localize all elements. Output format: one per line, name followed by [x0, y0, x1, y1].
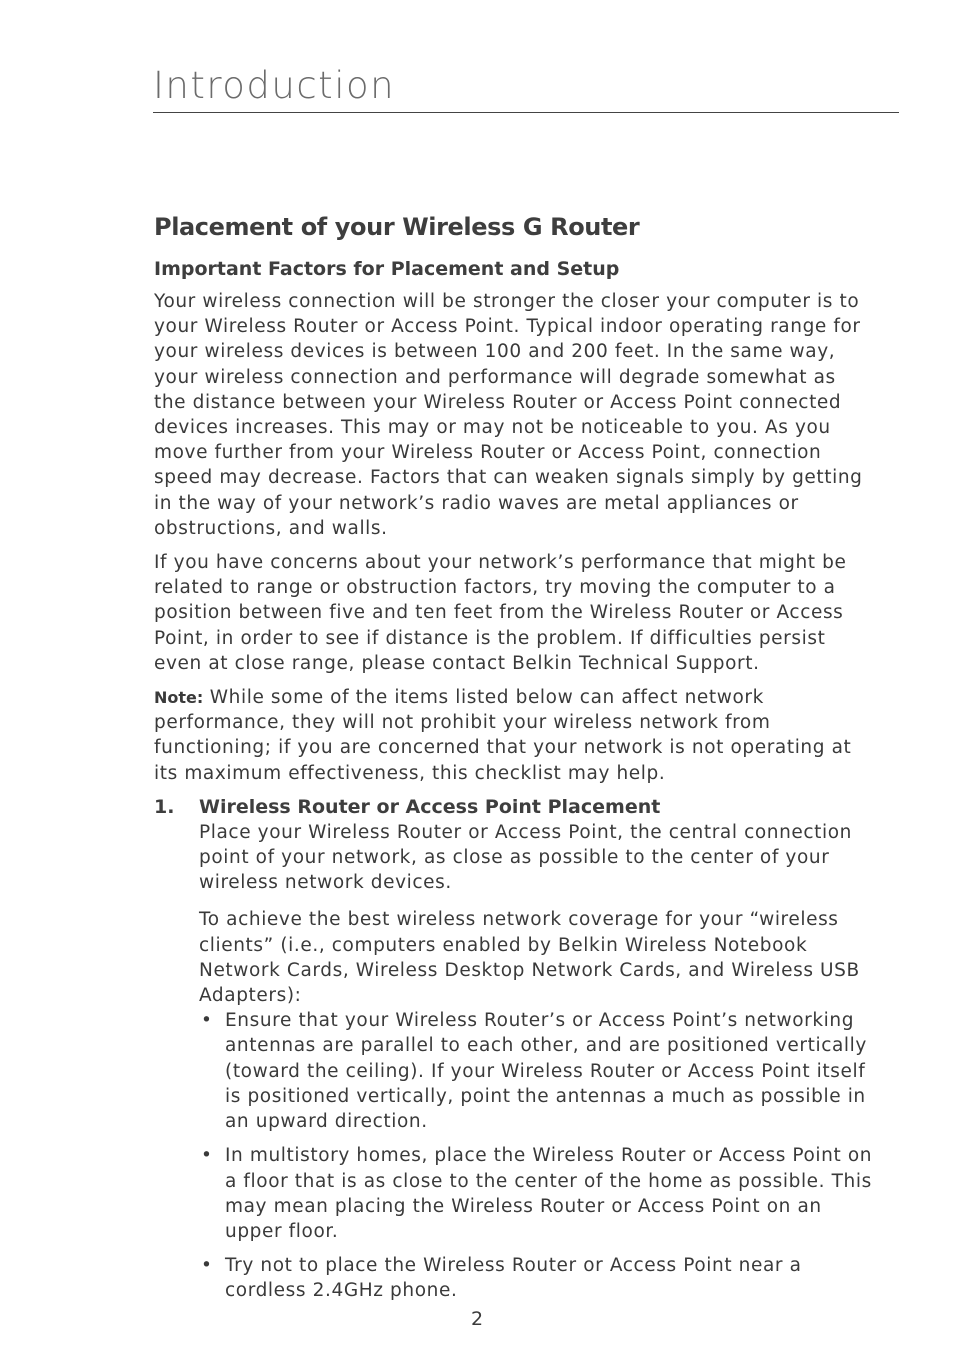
- bullet-text: Try not to place the Wireless Router or Access Point near a cordless 2.4GHz phone.: [225, 1255, 802, 1302]
- bullet-icon: •: [201, 1010, 213, 1032]
- list-item-heading: Wireless Router or Access Point Placement: [199, 795, 661, 818]
- bullet-text: Ensure that your Wireless Router’s or Access Point’s networking antennas are parallel to each other, and are positioned vertically (toward the ceiling). If your Wireless Router or Access Point itself is positioned vertically, point the antennas a much as possible in an upward direction.: [225, 1010, 867, 1133]
- list-item: [154, 795, 874, 1304]
- bullet-item: [199, 1253, 874, 1303]
- page-number: 2: [470, 1308, 484, 1330]
- list-item-text: Place your Wireless Router or Access Point, the central connection point of your network, as close as possible to the center of your wireless network devices.: [199, 821, 852, 894]
- note-paragraph: [154, 685, 874, 786]
- note-text: While some of the items listed below can affect network performance, they will not prohibit your wireless network from functioning; if you are concerned that your network is not operating at its maximum effectiveness, this checklist may help.: [154, 687, 852, 784]
- header-divider: [153, 112, 899, 113]
- section-title: Placement of your Wireless G Router: [154, 213, 640, 241]
- body-paragraph: Your wireless connection will be stronger the closer your computer is to your Wireless Router or Access Point. Typical indoor operating range for your wireless devices is between 100 and 200 feet. In the same way, your wireless connection and performance will degrade somewhat as the distance between your Wireless Router or Access Point connected devices increases. This may or may not be noticeable to you. As you move further from your Wireless Router or Access Point, connection speed may decrease. Factors that can weaken signals simply by getting in the way of your network’s radio waves are metal appliances or obstructions, and walls.: [154, 291, 863, 539]
- bullet-icon: •: [201, 1255, 213, 1277]
- bullet-icon: •: [201, 1145, 213, 1167]
- note-label: Note:: [154, 688, 204, 708]
- body-paragraph: If you have concerns about your network’s performance that might be related to range or obstruction factors, try moving the computer to a position between five and ten feet from the Wireless Router or Access Point, in order to see if distance is the problem. If difficulties persist even at close range, please contact Belkin Technical Support.: [154, 552, 847, 674]
- list-item-text: To achieve the best wireless network coverage for your “wireless clients” (i.e., computers enabled by Belkin Wireless Notebook Network Cards, Wireless Desktop Network Cards, and Wireless USB Adapters):: [199, 909, 860, 1007]
- list-item-body: [199, 795, 874, 1304]
- main-content: [154, 208, 874, 1313]
- bullet-text: In multistory homes, place the Wireless Router or Access Point on a floor that is as close to the center of the home as possible. This may mean placing the Wireless Router or Access Point on an upper floor.: [225, 1145, 873, 1242]
- bullet-list: [199, 1008, 874, 1303]
- list-number: 1.: [154, 795, 175, 818]
- bullet-item: [199, 1143, 874, 1244]
- chapter-title: Introduction: [153, 64, 396, 107]
- bullet-item: [199, 1008, 874, 1134]
- section-subtitle: Important Factors for Placement and Setup: [154, 258, 620, 280]
